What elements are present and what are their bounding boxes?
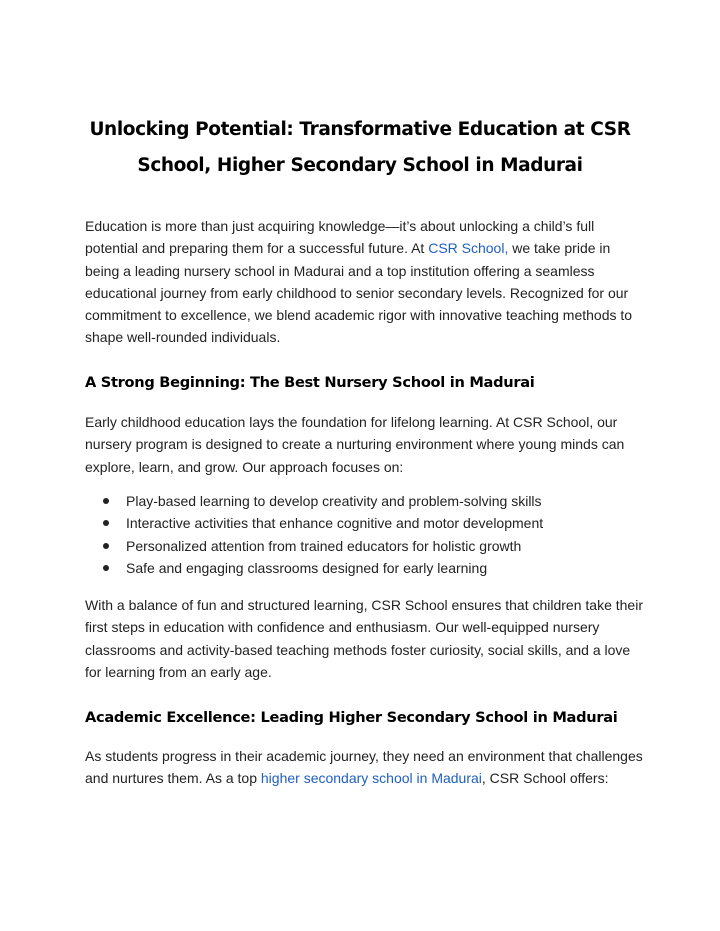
section1-paragraph: Early childhood education lays the foundation for lifelong learning. At CSR School, our nursery program is designed to create a nurturing environment where young minds can explore, learn, and grow. Our approach focuses on: <box>85 414 625 475</box>
section2-heading: Academic Excellence: Leading Higher Secondary School in Madurai <box>85 709 618 726</box>
list-item <box>85 490 645 512</box>
page-title <box>80 112 640 184</box>
section1-heading: A Strong Beginning: The Best Nursery School in Madurai <box>85 374 535 391</box>
list-item-text: Personalized attention from trained educators for holistic growth <box>126 537 522 554</box>
list-item <box>85 512 645 534</box>
list-item-text: Interactive activities that enhance cognitive and motor development <box>126 515 544 532</box>
bullet-icon <box>103 498 109 504</box>
title-line-1: Unlocking Potential: Transformative Education at CSR <box>89 119 631 140</box>
intro-text-before: Education is more than just acquiring knowledge—it’s about unlocking a child’s full potential and preparing them for a successful future. At <box>85 218 595 257</box>
bullet-icon <box>103 543 109 549</box>
list-item-text: Safe and engaging classrooms designed for early learning <box>126 559 488 576</box>
list-item <box>85 535 645 557</box>
section2-text-before: As students progress in their academic journey, they need an environment that challenges and nurtures them. As a top <box>85 748 643 787</box>
bullet-icon <box>103 520 109 526</box>
csr-school-link[interactable]: CSR School, <box>428 240 509 257</box>
higher-secondary-link[interactable]: higher secondary school in Madurai <box>260 770 482 787</box>
list-item <box>85 557 645 579</box>
intro-text-after: we take pride in being a leading nursery school in Madurai and a top institution offering a seamless educational journey from early childhood to senior secondary levels. Recognized for our commitment to excellence, we blend academic rigor with innovative teaching methods to shape well-rounded individuals. <box>85 240 633 346</box>
nursery-approach-list <box>85 490 645 579</box>
list-item-text: Play-based learning to develop creativity and problem-solving skills <box>126 493 542 509</box>
section1-closing-paragraph: With a balance of fun and structured learning, CSR School ensures that children take their first steps in education with confidence and enthusiasm. Our well-equipped nursery classrooms and activity-based teaching methods foster curiosity, social skills, and a love for learning from an early age. <box>85 597 643 680</box>
intro-paragraph <box>85 215 645 349</box>
section2-paragraph <box>85 745 645 790</box>
title-line-2: School, Higher Secondary School in Madurai <box>137 155 583 176</box>
section2-text-after: , CSR School offers: <box>481 770 609 787</box>
bullet-icon <box>103 565 109 571</box>
